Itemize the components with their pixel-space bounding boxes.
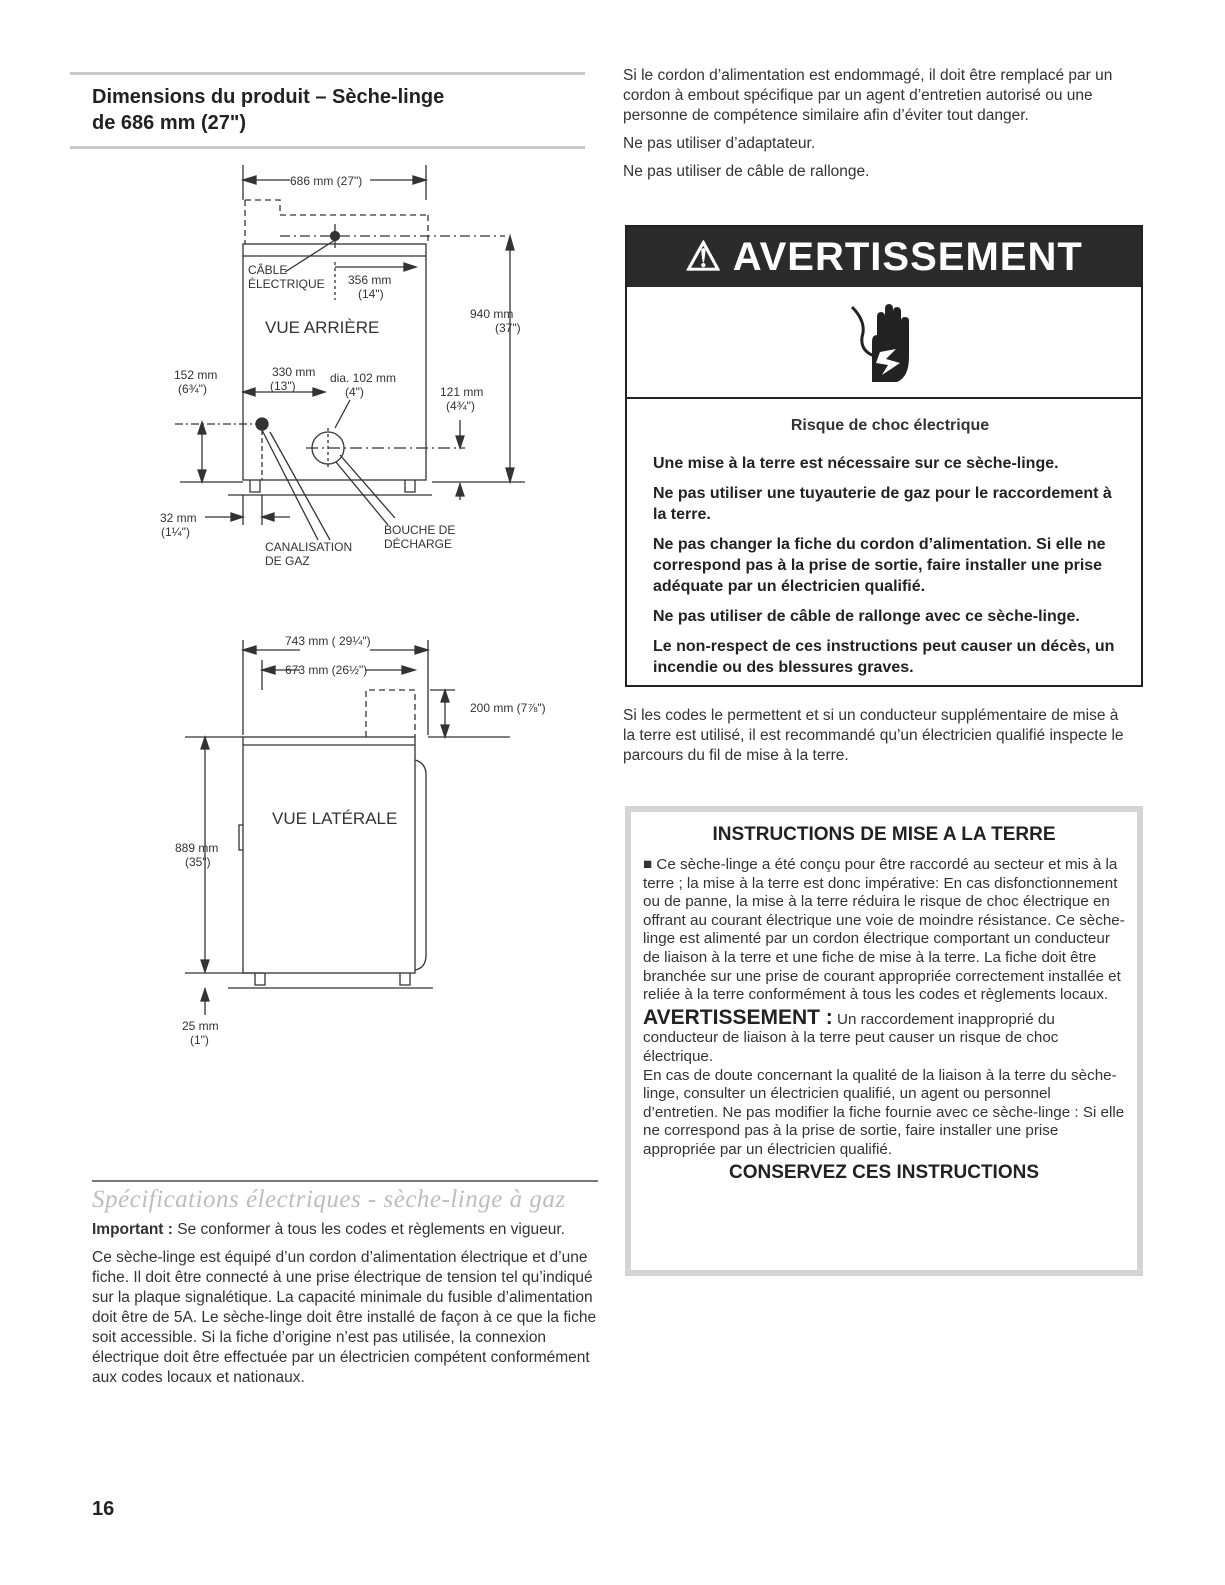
important-note: Important : Se conformer à tous les codes et règlements en vigueur. (92, 1221, 565, 1238)
exhaust-label-2: DÉCHARGE (384, 537, 453, 551)
warning-subtitle: Risque de choc électrique (790, 417, 990, 434)
cord-damage-text: Si le cordon d’alimentation est endommagé, il doit être remplacé par un cordon à embout spécifique par un agent d’entretien autorisé ou une personne de compétence similaire afin d’éviter tout danger. (623, 67, 1113, 124)
title-bottom-rule (70, 146, 585, 149)
no-extension-text: Ne pas utiliser de câble de rallonge. (623, 163, 870, 180)
exhaust-label-1: BOUCHE DE (384, 523, 456, 537)
warning-line: Une mise à la terre est nécessaire sur ce sèche-linge. (653, 455, 1059, 472)
cable-dim-mm: 356 mm (348, 273, 392, 287)
rear-height-in: (37") (495, 321, 521, 335)
right-column-intro (623, 66, 1128, 190)
side-height-mm: 889 mm (175, 841, 219, 855)
cable-label-2: ÉLECTRIQUE (248, 277, 325, 291)
side-depth-total: 743 mm ( 29¼") (285, 634, 371, 648)
foot-in: (1") (190, 1033, 209, 1047)
gas-dim-in: (13") (270, 379, 296, 393)
side-depth-body: 673 mm (26½") (285, 663, 368, 677)
warning-line: Ne pas utiliser de câble de rallonge avec ce sèche-linge. (653, 608, 1080, 625)
rear-height-mm: 940 mm (470, 307, 514, 321)
cable-label-1: CÂBLE (248, 263, 288, 277)
no-adapter-text: Ne pas utiliser d’adaptateur. (623, 135, 816, 152)
grounding-title: INSTRUCTIONS DE MISE A LA TERRE (712, 824, 1056, 845)
warning-body (627, 399, 1141, 678)
bottom-dim-mm: 32 mm (160, 511, 197, 525)
electrical-title: Spécifications électriques - sèche-linge à gaz (92, 1186, 566, 1213)
gas-label-1: CANALISATION (265, 540, 353, 554)
grounding-footer: CONSERVEZ CES INSTRUCTIONS (728, 1161, 1040, 1183)
warning-line: Le non-respect de ces instructions peut causer un décès, un incendie ou des blessures graves. (653, 638, 1115, 676)
left-dim-in: (6¾") (178, 382, 207, 396)
gas-dim-mm: 330 mm (272, 365, 316, 379)
side-height-in: (35") (185, 855, 211, 869)
rear-width-label: 686 mm (27") (290, 174, 363, 188)
warning-line: Ne pas utiliser une tuyauterie de gaz pour le raccordement à la terre. (653, 485, 1112, 523)
dimensions-title: Dimensions du produit – Sèche-linge de 686 mm (27") (92, 86, 445, 134)
warning-line: Ne pas changer la fiche du cordon d’alimentation. Si elle ne correspond pas à la prise de sortie, faire installer une prise adéquate par un électricien qualifié. (653, 536, 1106, 595)
after-warning-text: Si les codes le permettent et si un conducteur supplémentaire de mise à la terre est utilisé, il est recommandé qu’un électricien qualifié inspecte le parcours du fil de mise à la terre. (623, 707, 1124, 764)
exhaust-dim-in: (4¾") (446, 399, 475, 413)
warning-box (625, 225, 1143, 687)
bullet-square-icon: ■ (643, 856, 657, 873)
grounding-doubt-paragraph: En cas de doute concernant la qualité de la liaison à la terre du sèche-linge, consulter un électricien qualifié, un agent ou personnel d’entretien. Ne pas modifier la fiche fournie avec ce sèche-linge : Si elle ne correspond pas à la prise de sortie, faire installer une prise appropriée par un électricien qualifié. (643, 1066, 1125, 1158)
side-top-dim: 200 mm (7⅞") (470, 701, 546, 715)
electrical-section (92, 1186, 597, 1396)
dia-in: (4") (345, 385, 364, 399)
grounding-box (625, 806, 1143, 1276)
grounding-paragraph: ■ Ce sèche-linge a été conçu pour être raccordé au secteur et mis à la terre ; la mise à la terre est donc impérative: En cas disfonctionnement ou de panne, la mise à la terre réduira le risque de choc électrique en offrant au courant électrique une voie de moindre résistance. Ce sèche-linge est alimenté par un cordon électrique comportant un conducteur de liaison à la terre et une fiche de mise à la terre. La fiche doit être branchée sur une prise de courant appropriée correctement installée et reliée à la terre conformément à tous les codes et règlements locaux. (643, 856, 1125, 1004)
dimension-diagrams (0, 150, 600, 1050)
gas-label-2: DE GAZ (265, 554, 310, 568)
grounding-warning: AVERTISSEMENT : Un raccordement inapproprié du conducteur de liaison à la terre peut causer un risque de choc électrique. (643, 1005, 1059, 1065)
dia-mm: dia. 102 mm (330, 371, 397, 385)
foot-mm: 25 mm (182, 1019, 219, 1033)
page-number: 16 (92, 1498, 115, 1520)
title-top-rule (70, 72, 585, 75)
electrical-paragraph: Ce sèche-linge est équipé d’un cordon d’alimentation électrique et d’une fiche. Il doit être connecté à une prise électrique de tension tel qu’indiqué sur la plaque signalétique. La capacité minimale du fusible d’alimentation doit être de 5A. Le sèche-linge doit être installé de façon à ce que la fiche soit accessible. Si la fiche d’origine n’est pas utilisée, la connexion électrique doit être effectuée par un électricien compétent conformément aux codes locaux et nationaux. (92, 1249, 597, 1386)
exhaust-dim-mm: 121 mm (440, 385, 484, 399)
shock-hazard-icon (627, 287, 1141, 399)
warning-triangle-icon: ⚠ (685, 235, 733, 279)
rear-view-label: VUE ARRIÈRE (265, 318, 380, 337)
side-view-label: VUE LATÉRALE (272, 809, 398, 828)
cable-dim-in: (14") (358, 287, 384, 301)
warning-header: ⚠ AVERTISSEMENT (627, 227, 1141, 287)
bottom-dim-in: (1¼") (161, 525, 190, 539)
left-dim-mm: 152 mm (174, 368, 218, 382)
electrical-rule (92, 1180, 598, 1182)
